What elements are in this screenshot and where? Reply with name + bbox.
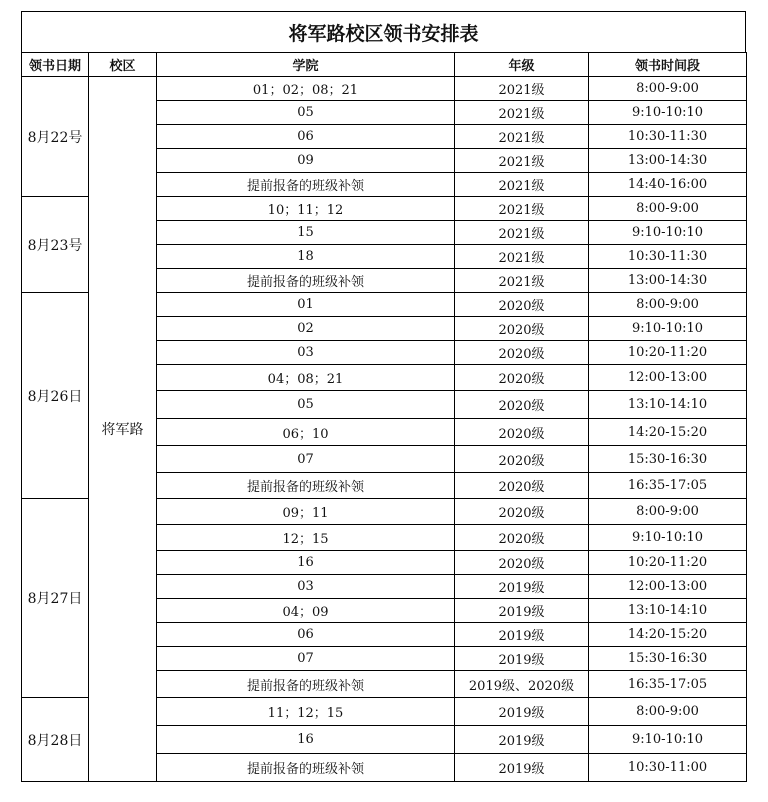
college-cell: 05 bbox=[157, 101, 455, 125]
header-date: 领书日期 bbox=[22, 53, 89, 77]
college-cell: 11；12；15 bbox=[157, 698, 455, 726]
grade-cell: 2020级 bbox=[455, 525, 589, 551]
grade-cell: 2020级 bbox=[455, 317, 589, 341]
time-cell: 8:00-9:00 bbox=[589, 499, 747, 525]
time-cell: 14:20-15:20 bbox=[589, 419, 747, 446]
college-cell: 提前报备的班级补领 bbox=[157, 671, 455, 698]
grade-cell: 2020级 bbox=[455, 391, 589, 419]
time-cell: 10:20-11:20 bbox=[589, 341, 747, 365]
college-cell: 04；08；21 bbox=[157, 365, 455, 391]
time-cell: 9:10-10:10 bbox=[589, 525, 747, 551]
college-cell: 10；11；12 bbox=[157, 197, 455, 221]
header-time: 领书时间段 bbox=[589, 53, 747, 77]
grade-cell: 2019级 bbox=[455, 575, 589, 599]
header-grade: 年级 bbox=[455, 53, 589, 77]
time-cell: 16:35-17:05 bbox=[589, 473, 747, 499]
grade-cell: 2021级 bbox=[455, 221, 589, 245]
grade-cell: 2019级、2020级 bbox=[455, 671, 589, 698]
date-cell: 8月22号 bbox=[22, 77, 89, 197]
time-cell: 8:00-9:00 bbox=[589, 698, 747, 726]
college-cell: 06 bbox=[157, 623, 455, 647]
grade-cell: 2020级 bbox=[455, 499, 589, 525]
time-cell: 15:30-16:30 bbox=[589, 446, 747, 473]
college-cell: 12；15 bbox=[157, 525, 455, 551]
college-cell: 04；09 bbox=[157, 599, 455, 623]
header-row bbox=[22, 53, 747, 77]
time-cell: 15:30-16:30 bbox=[589, 647, 747, 671]
grade-cell: 2021级 bbox=[455, 197, 589, 221]
grade-cell: 2021级 bbox=[455, 269, 589, 293]
college-cell: 01 bbox=[157, 293, 455, 317]
time-cell: 13:00-14:30 bbox=[589, 149, 747, 173]
grade-cell: 2021级 bbox=[455, 149, 589, 173]
grade-cell: 2019级 bbox=[455, 647, 589, 671]
grade-cell: 2021级 bbox=[455, 173, 589, 197]
college-cell: 09；11 bbox=[157, 499, 455, 525]
grade-cell: 2019级 bbox=[455, 726, 589, 754]
time-cell: 9:10-10:10 bbox=[589, 221, 747, 245]
date-cell: 8月27日 bbox=[22, 499, 89, 698]
grade-cell: 2019级 bbox=[455, 623, 589, 647]
time-cell: 12:00-13:00 bbox=[589, 365, 747, 391]
time-cell: 9:10-10:10 bbox=[589, 101, 747, 125]
time-cell: 14:20-15:20 bbox=[589, 623, 747, 647]
college-cell: 06；10 bbox=[157, 419, 455, 446]
time-cell: 16:35-17:05 bbox=[589, 671, 747, 698]
time-cell: 8:00-9:00 bbox=[589, 197, 747, 221]
grade-cell: 2020级 bbox=[455, 446, 589, 473]
college-cell: 提前报备的班级补领 bbox=[157, 473, 455, 499]
college-cell: 03 bbox=[157, 341, 455, 365]
college-cell: 07 bbox=[157, 647, 455, 671]
header-college: 学院 bbox=[157, 53, 455, 77]
college-cell: 16 bbox=[157, 726, 455, 754]
grade-cell: 2020级 bbox=[455, 341, 589, 365]
grade-cell: 2020级 bbox=[455, 419, 589, 446]
schedule-table bbox=[21, 52, 747, 782]
college-cell: 02 bbox=[157, 317, 455, 341]
college-cell: 18 bbox=[157, 245, 455, 269]
grade-cell: 2019级 bbox=[455, 698, 589, 726]
time-cell: 10:30-11:30 bbox=[589, 125, 747, 149]
date-cell: 8月28日 bbox=[22, 698, 89, 782]
college-cell: 15 bbox=[157, 221, 455, 245]
grade-cell: 2020级 bbox=[455, 551, 589, 575]
grade-cell: 2019级 bbox=[455, 754, 589, 782]
schedule-sheet bbox=[21, 11, 746, 782]
time-cell: 10:30-11:30 bbox=[589, 245, 747, 269]
grade-cell: 2021级 bbox=[455, 125, 589, 149]
time-cell: 13:10-14:10 bbox=[589, 391, 747, 419]
time-cell: 9:10-10:10 bbox=[589, 726, 747, 754]
time-cell: 8:00-9:00 bbox=[589, 293, 747, 317]
time-cell: 13:00-14:30 bbox=[589, 269, 747, 293]
time-cell: 13:10-14:10 bbox=[589, 599, 747, 623]
grade-cell: 2020级 bbox=[455, 473, 589, 499]
table-row bbox=[22, 77, 747, 101]
time-cell: 8:00-9:00 bbox=[589, 77, 747, 101]
date-cell: 8月26日 bbox=[22, 293, 89, 499]
time-cell: 10:20-11:20 bbox=[589, 551, 747, 575]
college-cell: 09 bbox=[157, 149, 455, 173]
grade-cell: 2019级 bbox=[455, 599, 589, 623]
college-cell: 提前报备的班级补领 bbox=[157, 754, 455, 782]
college-cell: 03 bbox=[157, 575, 455, 599]
campus-cell: 将军路 bbox=[89, 77, 157, 782]
college-cell: 提前报备的班级补领 bbox=[157, 173, 455, 197]
college-cell: 05 bbox=[157, 391, 455, 419]
time-cell: 10:30-11:00 bbox=[589, 754, 747, 782]
grade-cell: 2020级 bbox=[455, 293, 589, 317]
time-cell: 9:10-10:10 bbox=[589, 317, 747, 341]
grade-cell: 2021级 bbox=[455, 245, 589, 269]
college-cell: 提前报备的班级补领 bbox=[157, 269, 455, 293]
college-cell: 16 bbox=[157, 551, 455, 575]
sheet-title: 将军路校区领书安排表 bbox=[21, 11, 746, 52]
time-cell: 14:40-16:00 bbox=[589, 173, 747, 197]
time-cell: 12:00-13:00 bbox=[589, 575, 747, 599]
college-cell: 06 bbox=[157, 125, 455, 149]
grade-cell: 2021级 bbox=[455, 101, 589, 125]
grade-cell: 2020级 bbox=[455, 365, 589, 391]
college-cell: 07 bbox=[157, 446, 455, 473]
date-cell: 8月23号 bbox=[22, 197, 89, 293]
header-campus: 校区 bbox=[89, 53, 157, 77]
schedule-body bbox=[22, 77, 747, 782]
college-cell: 01；02；08；21 bbox=[157, 77, 455, 101]
grade-cell: 2021级 bbox=[455, 77, 589, 101]
